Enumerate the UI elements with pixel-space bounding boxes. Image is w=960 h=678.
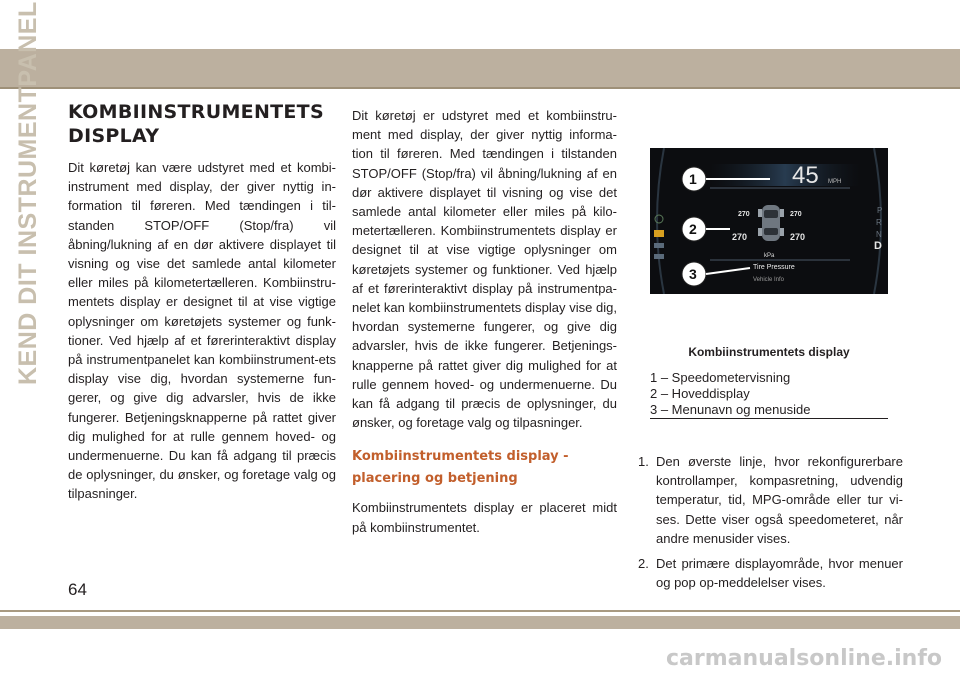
list-text: Det primære displayområde, hvor menuer og pop op-meddelelser vises.	[656, 556, 903, 591]
menu-subtitle: Vehicle Info	[753, 277, 785, 283]
column-middle	[352, 106, 617, 537]
subheading: Kombiinstrumentets display - placering og betjening	[352, 449, 569, 487]
legend-item: 2 – Hoveddisplay	[650, 386, 750, 401]
legend-item: 1 – Speedometervisning	[650, 370, 791, 385]
legend-item: 3 – Menunavn og menuside	[650, 402, 811, 417]
menu-title: Tire Pressure	[753, 264, 795, 271]
cluster-display-illustration	[650, 148, 888, 294]
pressure-unit: kPa	[764, 253, 775, 259]
tire-front-left: 270	[738, 211, 750, 218]
top-margin	[0, 0, 960, 49]
legend-divider	[650, 418, 888, 419]
header-rule	[0, 87, 960, 89]
section-side-label: KEND DIT INSTRUMENTPANEL	[14, 1, 42, 385]
intro-paragraph: Dit køretøj kan være udstyret med et kombi-instrument med display, der giver nyttig in-formation til føreren. Med tændingen i til-standen STOP/OFF (Stop/fra) vil åbning/lukning af en dør aktivere displayet til visning og vise det samlede antal kilometer eller miles på kilometertælleren. Kombiinstru-mentets display er designet til at vise vigtige oplysninger om køretøjets systemer og funk-tioner. Ved hjælp af et førerinteraktivt display på instrumentpanelet kan kombiinstrument-ets display vise dig, hvordan systemerne fun-gerer, og give dig advarsler, hvis de ikke fungerer. Betjeningsknapperne på rattet giver dig mulighed for at rulle gennem hoved- og undermenuerne. Du kan få adgang til præcis de oplysninger, du ønsker, og foretage valg og tilpasninger.	[68, 160, 336, 502]
column-left	[68, 100, 336, 504]
heading-line-1: KOMBIINSTRUMENTETS	[68, 101, 324, 123]
speed-unit: MPH	[828, 179, 842, 185]
speed-value: 45	[792, 162, 819, 189]
page-heading	[68, 100, 336, 148]
list-text: Den øverste linje, hvor rekonfigurerbare kontrollamper, kompasretning, udvendig temperatur, tid, MPG-område eller tur vi-ses. Dette viser også speedometeret, når andre menusider vises.	[656, 454, 903, 546]
body-paragraph: Dit køretøj er udstyret med et kombiinstru-ment med display, der giver nyttig informa-tion til føreren. Med tændingen i tilstanden STOP/OFF (Stop/fra) vil åbning/lukning af en dør aktivere displayet til visning og vise det samlede antal kilometer eller miles på kilo-metertælleren. Kombiinstrumentets display er designet til at vise vigtige oplysninger om køretøjets systemer og funktioner. Ved hjælp af et førerinteraktivt display på instrumentpa-nelet kan kombiinstrumentets display vise dig, hvordan systemerne fungerer, og give dig advarsler, hvis de ikke fungerer. Betjenings-knapperne på rattet giver dig mulighed for at rulle gennem hoved- og undermenuerne. Du kan få adgang til præcis de oplysninger, du ønsker, og foretage valg og tilpasninger.	[352, 108, 617, 431]
figure-caption: Kombiinstrumentets display	[688, 345, 850, 359]
callout-3-label: 3	[689, 266, 697, 282]
tire-rear-left: 270	[732, 232, 748, 242]
figure-legend	[650, 370, 888, 418]
heading-line-2: DISPLAY	[68, 125, 160, 147]
cluster-display-figure	[650, 148, 888, 294]
list-item	[638, 452, 903, 548]
footer-bar	[0, 616, 960, 629]
gear-d: D	[874, 240, 882, 252]
page-number: 64	[68, 580, 87, 599]
gear-p: P	[877, 206, 883, 215]
list-number: 2.	[638, 556, 649, 572]
list-item	[638, 554, 903, 592]
callout-1-label: 1	[689, 171, 697, 187]
tire-front-right: 270	[790, 211, 802, 218]
callout-2-label: 2	[689, 221, 697, 237]
numbered-list	[638, 452, 903, 598]
footer-rule	[0, 610, 960, 612]
header-bar	[0, 49, 960, 87]
tire-rear-right: 270	[790, 232, 806, 242]
placement-paragraph: Kombiinstrumentets display er placeret midt på kombiinstrumentet.	[352, 500, 617, 535]
gear-r: R	[876, 218, 882, 227]
watermark: carmanualsonline.info	[666, 646, 942, 671]
list-number: 1.	[638, 454, 649, 469]
gear-n: N	[876, 230, 882, 239]
